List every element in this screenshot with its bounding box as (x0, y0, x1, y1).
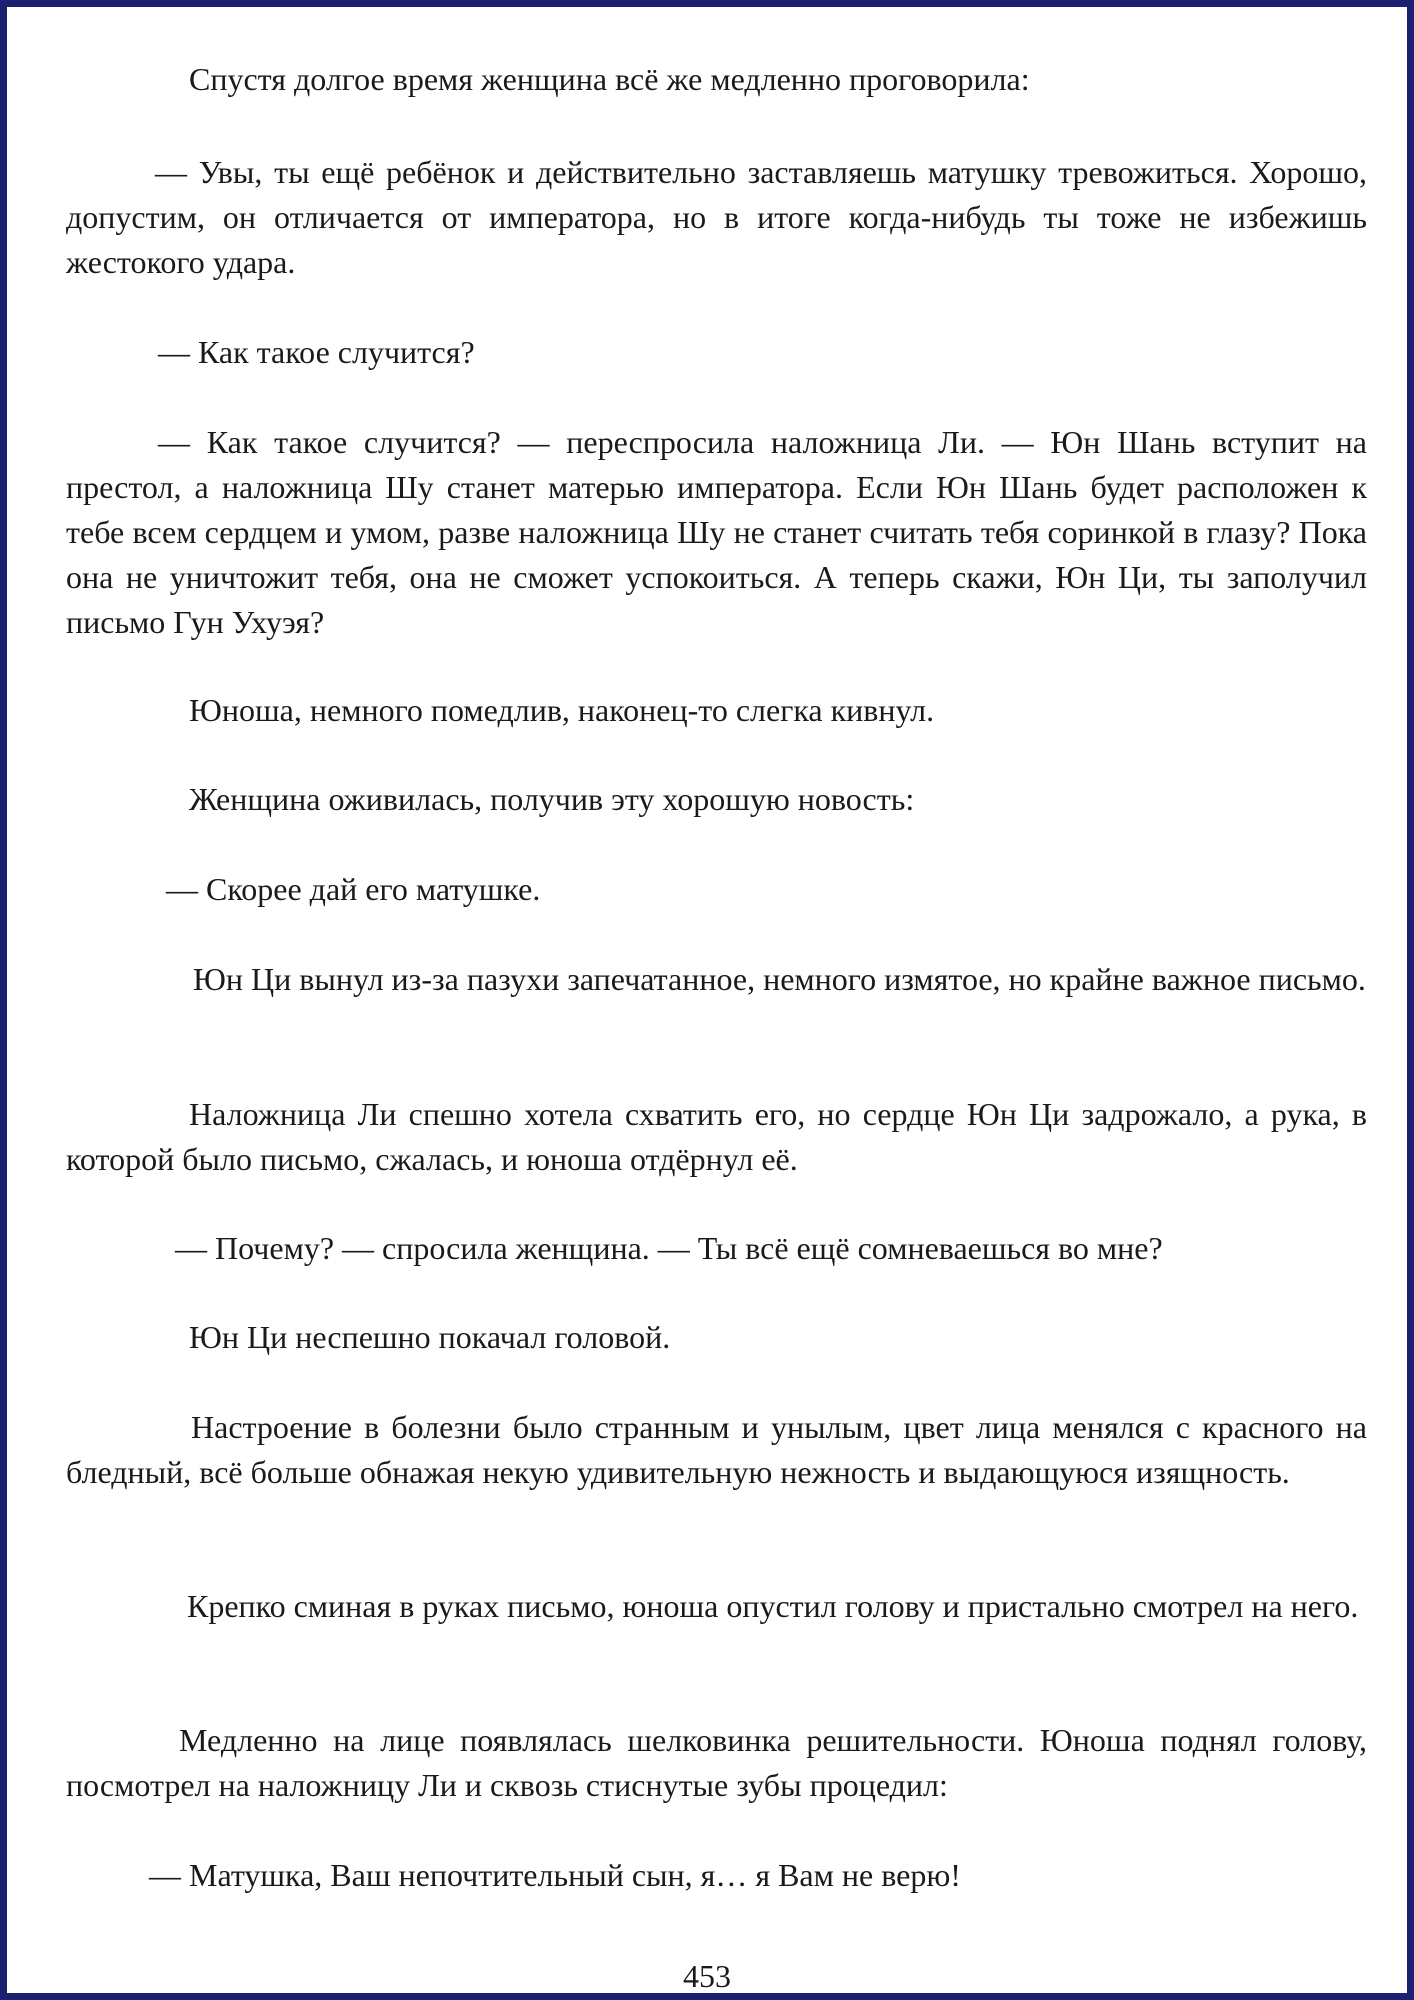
paragraph-10: — Почему? — спросила женщина. — Ты всё ещё сомневаешься во мне? (175, 1230, 1163, 1266)
paragraph-11: Юн Ци неспешно покачал головой. (189, 1319, 671, 1355)
paragraph-5: Юноша, немного помедлив, наконец-то слегка кивнул. (189, 692, 935, 728)
paragraph-7: — Скорее дай его матушке. (166, 871, 541, 907)
paragraph-8: Юн Ци вынул из-за пазухи запечатанное, немного измятое, но крайне важное письмо. (193, 961, 1366, 997)
paragraph-14: Медленно на лице появлялась шелковинка решительности. Юноша поднял голову, посмотрел на наложницу Ли и сквозь стиснутые зубы процедил: (66, 1722, 1367, 1803)
paragraph-1: Спустя долгое время женщина всё же медленно проговорила: (189, 61, 1030, 97)
paragraph-6: Женщина оживилась, получив эту хорошую новость: (189, 781, 915, 817)
paragraph-2: — Увы, ты ещё ребёнок и действительно заставляешь матушку тревожиться. Хорошо, допустим, он отличается от императора, но в итоге когда-нибудь ты тоже не избежишь жестокого удара. (66, 154, 1367, 280)
paragraph-15: — Матушка, Ваш непочтительный сын, я… я Вам не верю! (149, 1857, 961, 1893)
paragraph-13: Крепко сминая в руках письмо, юноша опустил голову и пристально смотрел на него. (187, 1588, 1359, 1624)
page-number: 453 (683, 1958, 731, 1994)
paragraph-9: Наложница Ли спешно хотела схватить его, но сердце Юн Ци задрожало, а рука, в которой было письмо, сжалась, и юноша отдёрнул её. (66, 1096, 1367, 1177)
paragraph-12: Настроение в болезни было странным и унылым, цвет лица менялся с красного на бледный, всё больше обнажая некую удивительную нежность и выдающуюся изящность. (66, 1409, 1367, 1490)
paragraph-3: — Как такое случится? (158, 334, 475, 370)
paragraph-4: — Как такое случится? — переспросила наложница Ли. — Юн Шань вступит на престол, а наложница Шу станет матерью императора. Если Юн Шань будет расположен к тебе всем сердцем и умом, разве наложница Шу не станет считать тебя соринкой в глазу? Пока она не уничтожит тебя, она не сможет успокоиться. А теперь скажи, Юн Ци, ты заполучил письмо Гун Ухуэя? (66, 424, 1367, 640)
